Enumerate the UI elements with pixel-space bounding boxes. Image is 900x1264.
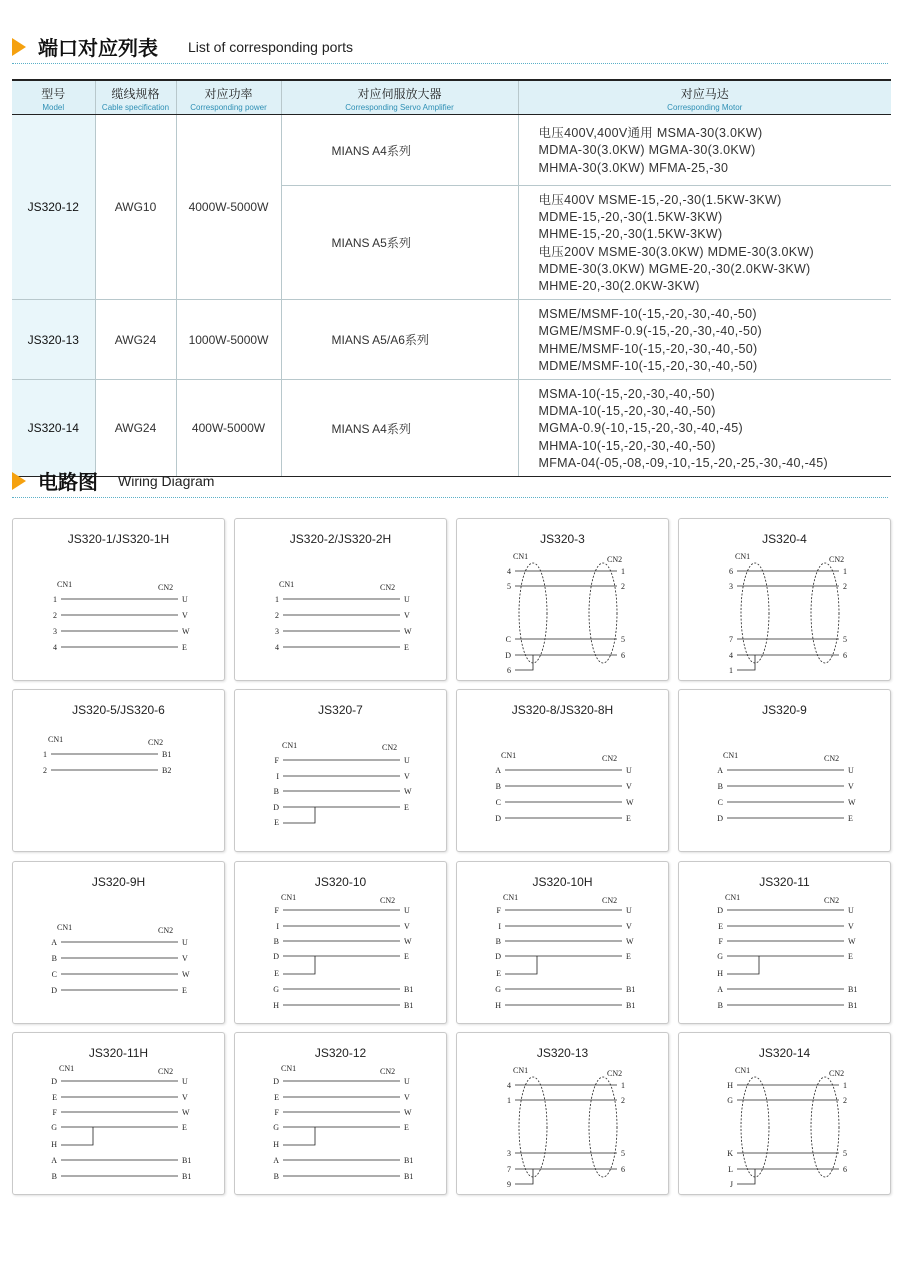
cn2-label: CN2 — [382, 743, 398, 752]
cn2-label: CN2 — [158, 1067, 174, 1076]
pin-label-right: U — [404, 595, 410, 604]
wiring-diagram-svg — [235, 862, 446, 1023]
pin-label-right: E — [404, 643, 409, 652]
wiring-diagram-card — [456, 689, 669, 852]
pin-label-right: V — [404, 611, 410, 620]
dotted-divider — [12, 63, 888, 64]
pin-label-left: F — [52, 1108, 57, 1117]
pin-label-left: 2 — [275, 611, 279, 620]
pin-label-left: D — [51, 1077, 57, 1086]
cn1-label: CN1 — [57, 923, 73, 932]
ground-label: 1 — [729, 666, 733, 675]
cable-cell: AWG10 — [95, 115, 176, 300]
pin-label-right: B1 — [626, 985, 636, 994]
pin-label-left: C — [505, 635, 511, 644]
pin-label-left: 4 — [53, 643, 57, 652]
pin-label-right: 5 — [621, 635, 625, 644]
cn2-label: CN2 — [380, 1067, 396, 1076]
cn1-label: CN1 — [282, 741, 298, 750]
ground-label: H — [51, 1140, 57, 1149]
pin-label-right: 2 — [621, 582, 625, 591]
cn2-label: CN2 — [602, 754, 618, 763]
pin-label-left: B — [495, 937, 501, 946]
pin-label-right: V — [404, 922, 410, 931]
wiring-diagram-card — [678, 518, 891, 681]
cn2-label: CN2 — [607, 555, 623, 564]
cn1-label: CN1 — [279, 580, 295, 589]
header-amplifier: 对应伺服放大器 Corresponding Servo Amplifier — [281, 80, 518, 115]
cn2-label: CN2 — [824, 896, 840, 905]
pin-label-right: W — [182, 970, 190, 979]
pin-label-left: G — [273, 985, 279, 994]
pin-label-right: W — [404, 627, 412, 636]
pin-label-left: H — [273, 1001, 279, 1010]
ground-label: H — [717, 969, 723, 978]
diagram-title: JS320-9H — [91, 875, 146, 889]
shield-ellipse — [811, 1077, 839, 1177]
wiring-diagram-svg — [13, 690, 224, 851]
wiring-diagram-card — [12, 518, 225, 681]
pin-label-left: G — [51, 1123, 57, 1132]
cn2-label: CN2 — [148, 738, 164, 747]
diagram-title: JS320-11 — [759, 875, 810, 889]
header-motor: 对应马达 Corresponding Motor — [518, 80, 891, 115]
ground-wire — [737, 655, 755, 670]
pin-label-right: E — [848, 814, 853, 823]
pin-label-right: B1 — [404, 1001, 414, 1010]
amplifier-cell: MIANS A5系列 — [281, 186, 518, 300]
pin-label-right: U — [182, 938, 188, 947]
diagram-title: JS320-14 — [758, 1046, 811, 1060]
pin-label-left: A — [495, 766, 501, 775]
pin-label-left: 4 — [729, 651, 733, 660]
ground-wire — [515, 1169, 533, 1184]
shield-ellipse — [741, 1077, 769, 1177]
pin-label-right: U — [404, 906, 410, 915]
pin-label-left: G — [273, 1123, 279, 1132]
pin-label-right: V — [182, 611, 188, 620]
diagram-title: JS320-12 — [314, 1046, 367, 1060]
cn1-label: CN1 — [725, 893, 741, 902]
diagram-title: JS320-7 — [318, 703, 363, 717]
pin-label-left: 3 — [507, 1149, 511, 1158]
cn2-label: CN2 — [380, 583, 396, 592]
pin-label-left: E — [718, 922, 723, 931]
wiring-diagram-svg — [679, 519, 890, 680]
table-row — [12, 115, 891, 186]
pin-label-left: A — [717, 985, 723, 994]
cn1-label: CN1 — [281, 1064, 297, 1073]
pin-label-left: I — [498, 922, 501, 931]
table-header-row — [12, 80, 891, 115]
pin-label-right: U — [404, 1077, 410, 1086]
pin-label-left: B — [273, 937, 279, 946]
diagram-title: JS320-8/JS320-8H — [511, 703, 614, 717]
pin-label-right: E — [182, 986, 187, 995]
table-row — [12, 300, 891, 380]
cn1-label: CN1 — [57, 580, 73, 589]
wiring-diagram-card — [12, 1032, 225, 1195]
wiring-diagram-card — [12, 689, 225, 852]
model-cell: JS320-12 — [12, 115, 95, 300]
ground-wire — [727, 956, 759, 974]
pin-label-right: E — [626, 814, 631, 823]
pin-label-left: B — [273, 787, 279, 796]
pin-label-left: 1 — [53, 595, 57, 604]
wiring-diagram-card — [678, 689, 891, 852]
pin-label-right: 1 — [843, 1081, 847, 1090]
pin-label-right: W — [404, 1108, 412, 1117]
pin-label-right: V — [626, 922, 632, 931]
pin-label-right: V — [404, 772, 410, 781]
pin-label-left: G — [727, 1096, 733, 1105]
pin-label-right: W — [848, 937, 856, 946]
pin-label-right: E — [182, 1123, 187, 1132]
section-title-cn: 端口对应列表 — [38, 38, 158, 60]
pin-label-right: B1 — [162, 750, 172, 759]
pin-label-right: 5 — [843, 635, 847, 644]
wiring-diagram-svg — [679, 862, 890, 1023]
wiring-diagram-card — [12, 861, 225, 1024]
pin-label-left: D — [717, 906, 723, 915]
wiring-diagram-svg — [457, 862, 668, 1023]
section-title-cn: 电路图 — [38, 472, 98, 494]
diagram-title: JS320-2/JS320-2H — [289, 532, 392, 546]
pin-label-right: B1 — [182, 1156, 192, 1165]
pin-label-left: D — [495, 814, 501, 823]
amplifier-cell: MIANS A5/A6系列 — [281, 300, 518, 380]
motor-cell: 电压400V,400V通用 MSMA-30(3.0KW) MDMA-30(3.0KW) MGMA-30(3.0KW) MHMA-30(3.0KW) MFMA-25,-30 — [518, 115, 891, 186]
cable-cell: AWG24 — [95, 380, 176, 477]
cn1-label: CN1 — [501, 751, 517, 760]
pin-label-left: A — [273, 1156, 279, 1165]
pin-label-right: 6 — [843, 651, 847, 660]
ground-label: J — [729, 1180, 733, 1189]
cn1-label: CN1 — [735, 552, 751, 561]
pin-label-right: 2 — [843, 582, 847, 591]
shield-ellipse — [589, 563, 617, 663]
pin-label-left: D — [505, 651, 511, 660]
diagram-title: JS320-13 — [536, 1046, 589, 1060]
pin-label-left: D — [273, 803, 279, 812]
cn1-label: CN1 — [281, 893, 297, 902]
wiring-diagram-card — [678, 1032, 891, 1195]
pin-label-left: 4 — [507, 567, 511, 576]
wiring-diagram-svg — [457, 519, 668, 680]
pin-label-left: 4 — [507, 1081, 511, 1090]
diagram-title: JS320-4 — [762, 532, 807, 546]
pin-label-left: A — [717, 766, 723, 775]
pin-label-right: W — [848, 798, 856, 807]
section-header-ports — [12, 32, 888, 62]
pin-label-left: D — [273, 952, 279, 961]
model-cell: JS320-14 — [12, 380, 95, 477]
wiring-diagram-svg — [235, 1033, 446, 1194]
pin-label-right: U — [848, 766, 854, 775]
shield-ellipse — [741, 563, 769, 663]
pin-label-left: F — [274, 906, 279, 915]
diagram-title: JS320-3 — [540, 532, 585, 546]
table-row — [12, 380, 891, 477]
shield-ellipse — [519, 563, 547, 663]
shield-ellipse — [589, 1077, 617, 1177]
pin-label-right: U — [626, 766, 632, 775]
wiring-diagram-svg — [457, 1033, 668, 1194]
pin-label-right: 2 — [843, 1096, 847, 1105]
power-cell: 1000W-5000W — [176, 300, 281, 380]
cn2-label: CN2 — [607, 1069, 623, 1078]
section-header-wiring — [12, 466, 888, 496]
wiring-diagram-card — [234, 861, 447, 1024]
pin-label-left: 3 — [729, 582, 733, 591]
pin-label-left: 6 — [729, 567, 733, 576]
section-title-en: List of corresponding ports — [188, 39, 353, 55]
pin-label-right: B1 — [404, 1172, 414, 1181]
wiring-diagram-card — [234, 1032, 447, 1195]
pin-label-left: B — [51, 954, 57, 963]
pin-label-right: 1 — [621, 567, 625, 576]
shield-ellipse — [519, 1077, 547, 1177]
ground-label: E — [274, 969, 279, 978]
header-power: 对应功率 Corresponding power — [176, 80, 281, 115]
pin-label-right: 5 — [843, 1149, 847, 1158]
pin-label-right: V — [404, 1093, 410, 1102]
dotted-divider — [12, 497, 888, 498]
motor-cell: MSMA-10(-15,-20,-30,-40,-50) MDMA-10(-15,-20,-30,-40,-50) MGMA-0.9(-10,-15,-20,-30,-40,-45) MHMA-10(-15,-20,-30,-40,-50) MFMA-04(-05,-08,-09,-10,-15,-20,-25,-30,-40,-45) — [518, 380, 891, 477]
pin-label-left: 1 — [275, 595, 279, 604]
pin-label-left: K — [727, 1149, 733, 1158]
wiring-diagram-svg — [679, 1033, 890, 1194]
pin-label-left: F — [274, 756, 279, 765]
pin-label-right: B1 — [626, 1001, 636, 1010]
pin-label-left: A — [51, 938, 57, 947]
pin-label-left: 1 — [507, 1096, 511, 1105]
pin-label-left: B — [273, 1172, 279, 1181]
wiring-diagram-card — [456, 1032, 669, 1195]
ground-label: H — [273, 1140, 279, 1149]
pin-label-left: F — [718, 937, 723, 946]
pin-label-left: I — [276, 922, 279, 931]
pin-label-left: 2 — [53, 611, 57, 620]
wiring-diagram-svg — [13, 519, 224, 680]
wiring-diagram-card — [678, 861, 891, 1024]
diagram-title: JS320-5/JS320-6 — [72, 703, 165, 717]
pin-label-left: H — [727, 1081, 733, 1090]
pin-label-right: V — [626, 782, 632, 791]
wiring-diagram-svg — [235, 690, 446, 851]
diagram-title: JS320-1/JS320-1H — [67, 532, 170, 546]
cn1-label: CN1 — [59, 1064, 75, 1073]
pin-label-left: G — [717, 952, 723, 961]
pin-label-left: B — [51, 1172, 57, 1181]
ground-wire — [737, 1169, 755, 1184]
pin-label-right: W — [404, 787, 412, 796]
pin-label-right: U — [626, 906, 632, 915]
pin-label-left: 5 — [507, 582, 511, 591]
pin-label-left: B — [495, 782, 501, 791]
pin-label-right: B1 — [404, 1156, 414, 1165]
pin-label-left: 4 — [275, 643, 279, 652]
pin-label-right: W — [182, 627, 190, 636]
pin-label-left: F — [274, 1108, 279, 1117]
pin-label-right: B2 — [162, 766, 172, 775]
ground-wire — [283, 807, 315, 823]
pin-label-left: A — [51, 1156, 57, 1165]
header-model: 型号 Model — [12, 80, 95, 115]
pin-label-right: 5 — [621, 1149, 625, 1158]
wiring-diagram-svg — [457, 690, 668, 851]
cn1-label: CN1 — [48, 735, 64, 744]
diagram-title: JS320-11H — [88, 1046, 149, 1060]
arrow-icon — [12, 38, 26, 56]
ground-wire — [61, 1127, 93, 1145]
pin-label-right: E — [626, 952, 631, 961]
pin-label-right: W — [404, 937, 412, 946]
pin-label-right: U — [182, 1077, 188, 1086]
pin-label-right: 6 — [621, 651, 625, 660]
pin-label-left: E — [274, 1093, 279, 1102]
pin-label-right: V — [848, 922, 854, 931]
pin-label-left: 2 — [43, 766, 47, 775]
pin-label-left: D — [51, 986, 57, 995]
pin-label-left: D — [495, 952, 501, 961]
pin-label-right: E — [404, 1123, 409, 1132]
ground-wire — [515, 655, 533, 670]
power-cell: 4000W-5000W — [176, 115, 281, 300]
pin-label-right: U — [848, 906, 854, 915]
pin-label-right: W — [626, 798, 634, 807]
motor-cell: 电压400V MSME-15,-20,-30(1.5KW-3KW) MDME-15,-20,-30(1.5KW-3KW) MHME-15,-20,-30(1.5KW-3KW) 电压200V MSME-30(3.0KW) MDME-30(3.0KW) MDME-30(3.0KW) MGME-20,-30(2.0KW-3KW) MHME-20,-30(2.0KW-3KW) — [518, 186, 891, 300]
cable-cell: AWG24 — [95, 300, 176, 380]
wiring-diagram-card — [234, 689, 447, 852]
pin-label-right: 1 — [621, 1081, 625, 1090]
cn2-label: CN2 — [158, 926, 174, 935]
pin-label-right: V — [182, 1093, 188, 1102]
pin-label-right: B1 — [182, 1172, 192, 1181]
cn1-label: CN1 — [723, 751, 739, 760]
cn1-label: CN1 — [513, 1066, 529, 1075]
model-cell: JS320-13 — [12, 300, 95, 380]
pin-label-left: C — [717, 798, 723, 807]
pin-label-right: 6 — [843, 1165, 847, 1174]
ground-label: 9 — [507, 1180, 511, 1189]
wiring-diagram-card — [456, 518, 669, 681]
cn1-label: CN1 — [503, 893, 519, 902]
pin-label-left: H — [495, 1001, 501, 1010]
pin-label-left: C — [51, 970, 57, 979]
cn2-label: CN2 — [829, 555, 845, 564]
pin-label-left: 7 — [729, 635, 733, 644]
wiring-diagram-card — [234, 518, 447, 681]
pin-label-right: B1 — [404, 985, 414, 994]
pin-label-left: 7 — [507, 1165, 511, 1174]
section-title-en: Wiring Diagram — [118, 473, 215, 489]
pin-label-right: W — [182, 1108, 190, 1117]
pin-label-left: I — [276, 772, 279, 781]
pin-label-right: E — [404, 952, 409, 961]
ground-label: E — [496, 969, 501, 978]
pin-label-right: 1 — [843, 567, 847, 576]
pin-label-left: E — [52, 1093, 57, 1102]
ground-wire — [283, 956, 315, 974]
pin-label-left: L — [728, 1165, 733, 1174]
pin-label-left: B — [717, 782, 723, 791]
pin-label-right: W — [626, 937, 634, 946]
pin-label-left: F — [496, 906, 501, 915]
cn2-label: CN2 — [380, 896, 396, 905]
wiring-diagram-svg — [13, 1033, 224, 1194]
pin-label-left: D — [717, 814, 723, 823]
motor-cell: MSME/MSMF-10(-15,-20,-30,-40,-50) MGME/MSMF-0.9(-15,-20,-30,-40,-50) MHME/MSMF-10(-15,-20,-30,-40,-50) MDME/MSMF-10(-15,-20,-30,-40,-50) — [518, 300, 891, 380]
pin-label-right: U — [404, 756, 410, 765]
pin-label-left: G — [495, 985, 501, 994]
cn1-label: CN1 — [735, 1066, 751, 1075]
wiring-diagram-svg — [679, 690, 890, 851]
ground-wire — [283, 1127, 315, 1145]
shield-ellipse — [811, 563, 839, 663]
ports-table — [12, 79, 891, 477]
cn2-label: CN2 — [824, 754, 840, 763]
power-cell: 400W-5000W — [176, 380, 281, 477]
pin-label-left: B — [717, 1001, 723, 1010]
wiring-diagram-card — [456, 861, 669, 1024]
pin-label-right: 2 — [621, 1096, 625, 1105]
pin-label-right: E — [848, 952, 853, 961]
wiring-diagram-svg — [235, 519, 446, 680]
ground-label: 6 — [507, 666, 511, 675]
pin-label-left: C — [495, 798, 501, 807]
pin-label-right: E — [404, 803, 409, 812]
pin-label-right: B1 — [848, 1001, 858, 1010]
pin-label-right: 6 — [621, 1165, 625, 1174]
pin-label-left: 3 — [275, 627, 279, 636]
diagram-title: JS320-9 — [762, 703, 807, 717]
arrow-icon — [12, 472, 26, 490]
pin-label-right: U — [182, 595, 188, 604]
ground-wire — [505, 956, 537, 974]
pin-label-right: V — [848, 782, 854, 791]
pin-label-right: E — [182, 643, 187, 652]
amplifier-cell: MIANS A4系列 — [281, 115, 518, 186]
pin-label-right: V — [182, 954, 188, 963]
pin-label-left: 1 — [43, 750, 47, 759]
ground-label: E — [274, 818, 279, 827]
cn1-label: CN1 — [513, 552, 529, 561]
cn2-label: CN2 — [158, 583, 174, 592]
pin-label-left: D — [273, 1077, 279, 1086]
amplifier-cell: MIANS A4系列 — [281, 380, 518, 477]
cn2-label: CN2 — [829, 1069, 845, 1078]
cn2-label: CN2 — [602, 896, 618, 905]
diagram-title: JS320-10 — [314, 875, 367, 889]
header-cable: 缆线规格 Cable specification — [95, 80, 176, 115]
diagram-title: JS320-10H — [532, 875, 593, 889]
wiring-diagram-svg — [13, 862, 224, 1023]
pin-label-left: 3 — [53, 627, 57, 636]
pin-label-right: B1 — [848, 985, 858, 994]
